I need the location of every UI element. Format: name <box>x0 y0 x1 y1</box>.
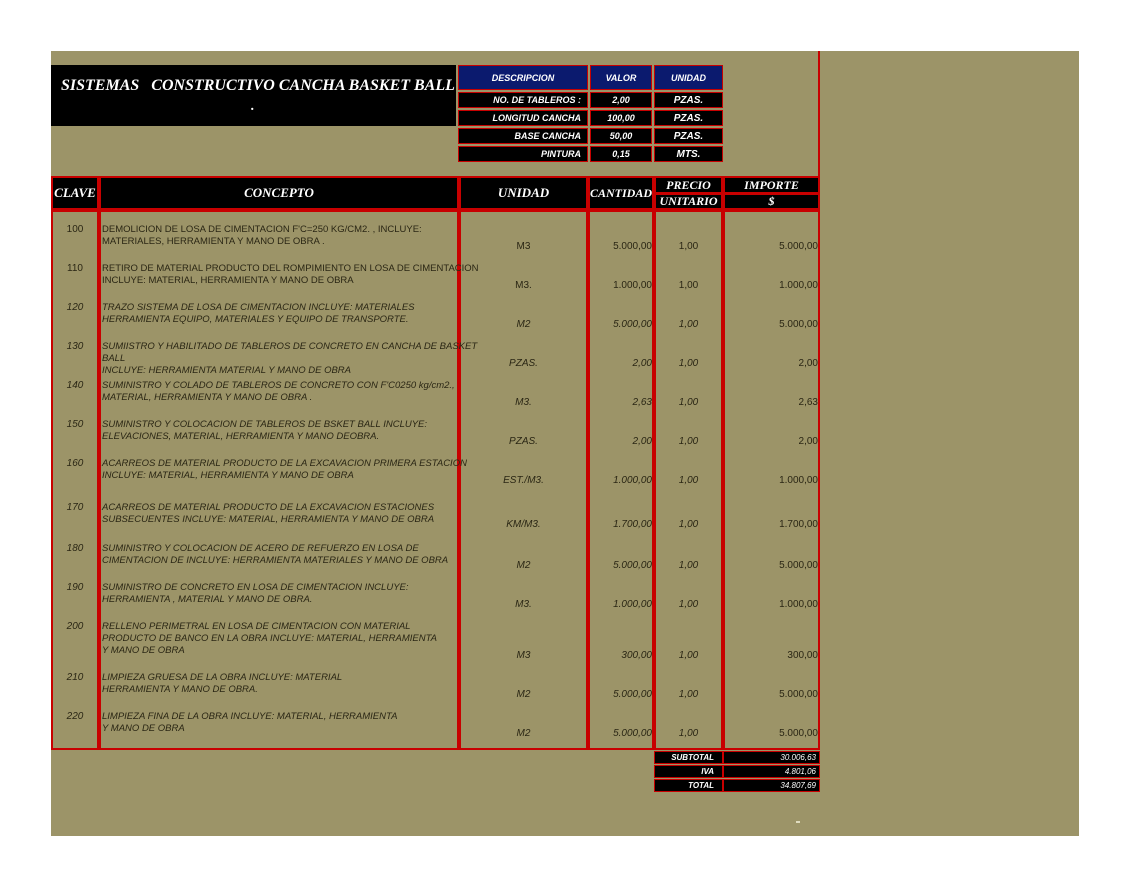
table-row <box>51 711 820 741</box>
item-concepto: SUMINISTRO Y COLOCACION DE ACERO DE REFUERZO EN LOSA DE CIMENTACION DE INCLUYE: HERRAMIENTA MATERIALES Y MANO DE OBRA <box>102 543 449 566</box>
column-header-currency: $ <box>723 193 820 210</box>
column-header-importe: IMPORTE <box>723 176 820 194</box>
item-unidad: M2 <box>516 689 531 700</box>
param-header-valor: VALOR <box>590 65 652 90</box>
column-header-unidad: UNIDAD <box>459 176 588 210</box>
param-desc: PINTURA <box>458 146 588 162</box>
item-clave: 120 <box>66 302 84 313</box>
table-row <box>51 224 820 254</box>
table-row <box>51 302 820 332</box>
item-precio: 1,00 <box>678 728 699 739</box>
item-concepto: SUMINISTRO Y COLADO DE TABLEROS DE CONCRETO CON F'C0250 kg/cm2., MATERIAL, HERRAMIENTA Y MANO DE OBRA . <box>102 380 455 403</box>
item-importe: 300,00 <box>787 650 818 661</box>
total-label: IVA <box>654 765 723 778</box>
param-unit: MTS. <box>654 146 723 162</box>
column-header-concepto: CONCEPTO <box>99 176 459 210</box>
item-precio: 1,00 <box>678 436 699 447</box>
item-cantidad: 2,00 <box>632 358 652 369</box>
title-block <box>51 65 456 126</box>
column-header-clave: CLAVE <box>51 176 99 210</box>
param-value: 50,00 <box>590 128 652 144</box>
item-clave: 140 <box>66 380 84 391</box>
item-concepto: RETIRO DE MATERIAL PRODUCTO DEL ROMPIMIENTO EN LOSA DE CIMENTACION INCLUYE: MATERIAL, HERRAMIENTA Y MANO DE OBRA <box>102 263 479 286</box>
item-importe: 5.000,00 <box>779 689 818 700</box>
total-value: 4.801,06 <box>723 765 820 778</box>
item-concepto: ACARREOS DE MATERIAL PRODUCTO DE LA EXCAVACION PRIMERA ESTACION INCLUYE: MATERIAL, HERRAMIENTA Y MANO DE OBRA <box>102 458 467 481</box>
item-unidad: M3. <box>515 280 532 291</box>
item-importe: 5.000,00 <box>779 728 818 739</box>
item-clave: 170 <box>66 502 84 513</box>
item-precio: 1,00 <box>678 475 699 486</box>
item-clave: 220 <box>66 711 84 722</box>
item-clave: 160 <box>66 458 84 469</box>
item-cantidad: 5.000,00 <box>613 728 652 739</box>
item-unidad: EST./M3. <box>503 475 544 486</box>
item-cantidad: 1.700,00 <box>613 519 652 530</box>
item-cantidad: 2,00 <box>632 436 652 447</box>
item-precio: 1,00 <box>678 319 699 330</box>
item-concepto: SUMINISTRO DE CONCRETO EN LOSA DE CIMENTACION INCLUYE: HERRAMIENTA , MATERIAL Y MANO DE OBRA. <box>102 582 409 605</box>
table-row <box>51 380 820 410</box>
table-row <box>51 672 820 702</box>
stray-mark <box>796 821 800 823</box>
table-row <box>51 341 820 376</box>
item-importe: 1.000,00 <box>779 280 818 291</box>
item-importe: 2,00 <box>798 358 818 369</box>
item-precio: 1,00 <box>678 519 699 530</box>
item-clave: 130 <box>66 341 84 352</box>
total-value: 34.807,69 <box>723 779 820 792</box>
param-header-descripcion: DESCRIPCION <box>458 65 588 90</box>
item-importe: 5.000,00 <box>779 319 818 330</box>
item-importe: 1.000,00 <box>779 599 818 610</box>
item-cantidad: 5.000,00 <box>613 241 652 252</box>
item-concepto: LIMPIEZA GRUESA DE LA OBRA INCLUYE: MATERIAL HERRAMIENTA Y MANO DE OBRA. <box>102 672 343 695</box>
table-row <box>51 263 820 293</box>
item-concepto: SUMINISTRO Y COLOCACION DE TABLEROS DE BSKET BALL INCLUYE: ELEVACIONES, MATERIAL, HERRAMIENTA Y MANO DEOBRA. <box>102 419 428 442</box>
item-precio: 1,00 <box>678 650 699 661</box>
item-precio: 1,00 <box>678 280 699 291</box>
param-desc: NO. DE TABLEROS : <box>458 92 588 108</box>
item-importe: 1.700,00 <box>779 519 818 530</box>
item-cantidad: 1.000,00 <box>613 475 652 486</box>
item-clave: 180 <box>66 543 84 554</box>
total-value: 30.006,63 <box>723 751 820 764</box>
item-cantidad: 2,63 <box>632 397 652 408</box>
item-concepto: ACARREOS DE MATERIAL PRODUCTO DE LA EXCAVACION ESTACIONES SUBSECUENTES INCLUYE: MATERIAL, HERRAMIENTA Y MANO DE OBRA <box>102 502 435 525</box>
item-concepto: RELLENO PERIMETRAL EN LOSA DE CIMENTACION CON MATERIAL PRODUCTO DE BANCO EN LA OBRA INCLUYE: MATERIAL, HERRAMIENTA Y MANO DE OBRA <box>102 621 438 656</box>
item-cantidad: 1.000,00 <box>613 280 652 291</box>
item-cantidad: 5.000,00 <box>613 319 652 330</box>
param-desc: BASE CANCHA <box>458 128 588 144</box>
table-row <box>51 458 820 488</box>
spreadsheet-area <box>51 51 1079 836</box>
item-unidad: M3. <box>515 397 532 408</box>
item-concepto: SUMIISTRO Y HABILITADO DE TABLEROS DE CONCRETO EN CANCHA DE BASKET BALL INCLUYE: HERRAMIENTA MATERIAL Y MANO DE OBRA <box>102 341 478 376</box>
table-row <box>51 543 820 573</box>
param-value: 100,00 <box>590 110 652 126</box>
column-header-unitario: UNITARIO <box>654 193 723 210</box>
item-unidad: M3 <box>516 650 531 661</box>
param-value: 0,15 <box>590 146 652 162</box>
item-unidad: M3. <box>515 599 532 610</box>
item-cantidad: 300,00 <box>621 650 652 661</box>
item-importe: 2,00 <box>798 436 818 447</box>
item-concepto: DEMOLICION DE LOSA DE CIMENTACION F'C=250 KG/CM2. , INCLUYE: MATERIALES, HERRAMIENTA Y MANO DE OBRA . <box>102 224 422 247</box>
item-precio: 1,00 <box>678 358 699 369</box>
item-importe: 2,63 <box>798 397 818 408</box>
item-concepto: TRAZO SISTEMA DE LOSA DE CIMENTACION INCLUYE: MATERIALES HERRAMIENTA EQUIPO, MATERIALES Y EQUIPO DE TRANSPORTE. <box>102 302 415 325</box>
item-unidad: M3 <box>516 241 531 252</box>
item-concepto: LIMPIEZA FINA DE LA OBRA INCLUYE: MATERIAL, HERRAMIENTA Y MANO DE OBRA <box>102 711 398 734</box>
column-header-cantidad: CANTIDAD <box>588 176 654 210</box>
item-precio: 1,00 <box>678 397 699 408</box>
item-importe: 5.000,00 <box>779 560 818 571</box>
param-unit: PZAS. <box>654 110 723 126</box>
item-unidad: M2 <box>516 319 531 330</box>
item-cantidad: 1.000,00 <box>613 599 652 610</box>
param-unit: PZAS. <box>654 92 723 108</box>
total-label: SUBTOTAL <box>654 751 723 764</box>
item-cantidad: 5.000,00 <box>613 689 652 700</box>
table-row <box>51 419 820 449</box>
column-header-precio: PRECIO <box>654 176 723 194</box>
item-unidad: KM/M3. <box>506 519 541 530</box>
item-precio: 1,00 <box>678 599 699 610</box>
sheet-right-border <box>818 51 820 176</box>
table-row <box>51 621 820 663</box>
item-precio: 1,00 <box>678 560 699 571</box>
page-title: SISTEMAS CONSTRUCTIVO CANCHA BASKET BALL <box>61 77 455 94</box>
item-clave: 150 <box>66 419 84 430</box>
item-unidad: M2 <box>516 560 531 571</box>
item-cantidad: 5.000,00 <box>613 560 652 571</box>
item-unidad: M2 <box>516 728 531 739</box>
item-importe: 1.000,00 <box>779 475 818 486</box>
item-unidad: PZAS. <box>509 358 538 369</box>
table-row <box>51 582 820 612</box>
item-precio: 1,00 <box>678 689 699 700</box>
param-unit: PZAS. <box>654 128 723 144</box>
param-desc: LONGITUD CANCHA <box>458 110 588 126</box>
item-clave: 210 <box>66 672 84 683</box>
page-subtitle: . <box>251 99 255 114</box>
item-clave: 200 <box>66 621 84 632</box>
total-label: TOTAL <box>654 779 723 792</box>
item-precio: 1,00 <box>678 241 699 252</box>
table-row <box>51 502 820 532</box>
param-header-unidad: UNIDAD <box>654 65 723 90</box>
item-unidad: PZAS. <box>509 436 538 447</box>
item-importe: 5.000,00 <box>779 241 818 252</box>
item-clave: 190 <box>66 582 84 593</box>
item-clave: 110 <box>67 263 83 274</box>
item-clave: 100 <box>66 224 84 235</box>
param-value: 2,00 <box>590 92 652 108</box>
